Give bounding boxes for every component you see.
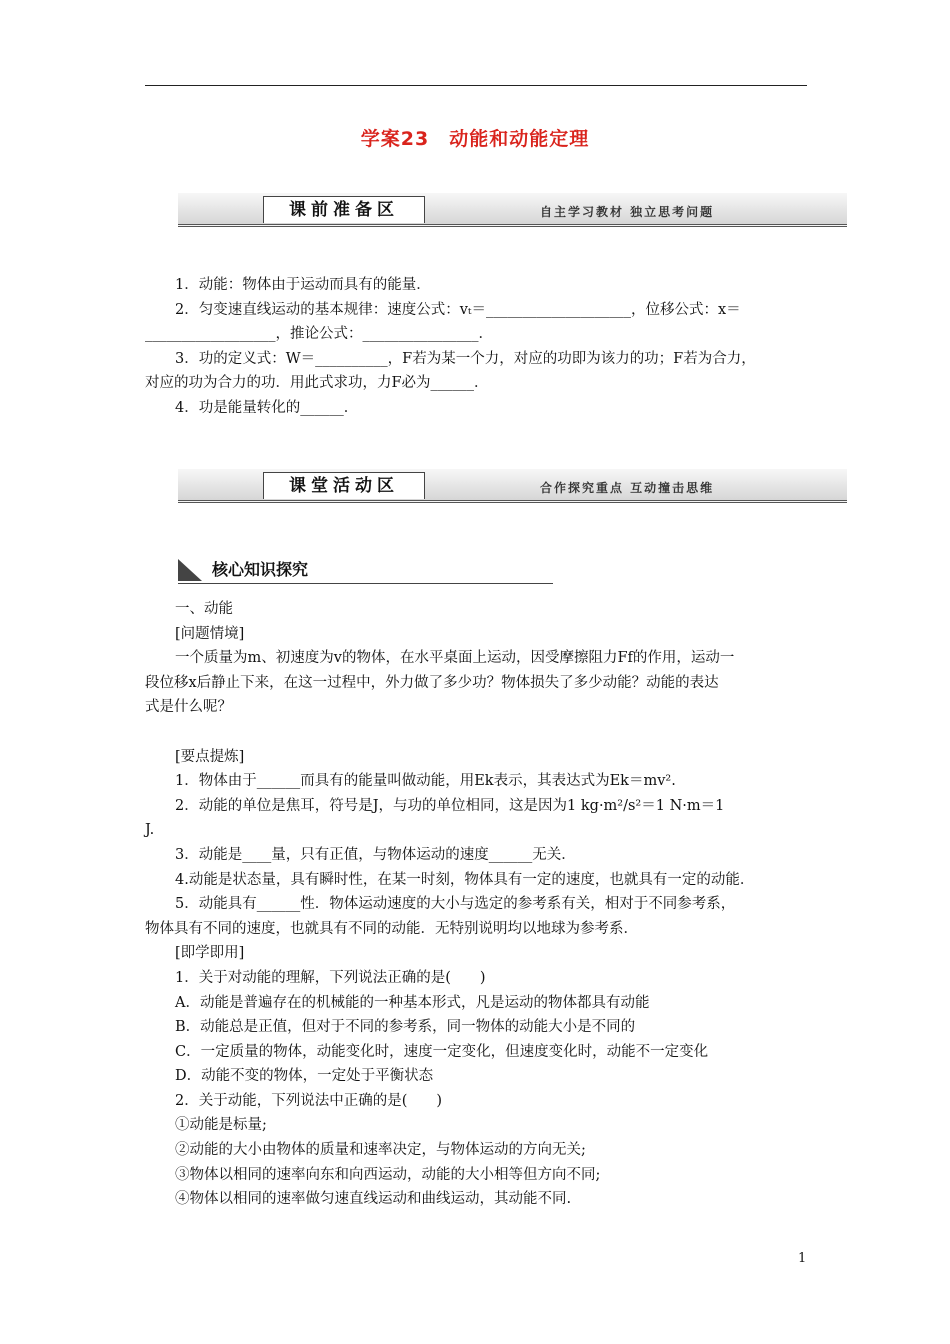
prep-line: 1．动能：物体由于运动而具有的能量． [175,277,431,293]
body-line [145,720,807,745]
section-bar-prep [178,193,847,229]
body-line: ②动能的大小由物体的质量和速率决定，与物体运动的方向无关; [175,1142,586,1159]
body-line: 式是什么呢？ [145,699,232,716]
body-line: 一个质量为m、初速度为v的物体，在水平桌面上运动，因受摩擦阻力Ff的作用，运动一 [175,650,735,667]
section-slogan: 自主学习教材 独立思考问题 [540,205,715,219]
triangle-marker-icon [178,559,202,581]
body-line: D．动能不变的物体，一定处于平衡状态 [175,1068,434,1085]
body-line: [即学即用] [175,945,245,962]
body-line: 3．动能是____量，只有正值，与物体运动的速度______无关． [175,846,576,863]
body-line: 2．关于动能，下列说法中正确的是( ) [175,1092,443,1109]
prep-line: 3．功的定义式：W＝__________，F若为某一个力，对应的功即为该力的功；F若为合力， [175,350,756,367]
knowledge-heading [178,557,553,584]
knowledge-heading-label: 核心知识探究 [212,560,309,579]
prep-line: 4．功是能量转化的______． [175,399,359,416]
body-line: 段位移x后静止下来，在这一过程中，外力做了多少功？物体损失了多少动能？动能的表达 [145,674,719,691]
body-line: ③物体以相同的速率向东和向西运动，动能的大小相等但方向不同; [175,1166,601,1183]
section-slogan: 合作探究重点 互动撞击思维 [540,481,715,495]
body-line: C．一定质量的物体，动能变化时，速度一定变化，但速度变化时，动能不一定变化 [175,1043,709,1060]
section-tab-label: 课前准备区 [263,196,425,223]
body-line: ①动能是标量; [175,1117,267,1134]
main-content [145,597,807,1212]
section-tab-label: 课堂活动区 [263,472,425,499]
prep-content [145,273,807,421]
body-line: A．动能是普遍存在的机械能的一种基本形式，凡是运动的物体都具有动能 [175,994,650,1011]
section-bar-classroom [178,469,847,505]
body-line: 1．物体由于______而具有的能量叫做动能，用Ek表示，其表达式为Ek＝mv². [175,773,676,790]
body-line: B．动能总是正值，但对于不同的参考系，同一物体的动能大小是不同的 [175,1019,636,1036]
page-title: 学案23 动能和动能定理 [360,128,590,150]
prep-line: 2．匀变速直线运动的基本规律：速度公式：vₜ＝____________________，位移公式：x＝ [175,301,741,318]
body-line: 1．关于对动能的理解，下列说法正确的是( ) [175,969,486,986]
body-line: ④物体以相同的速率做匀速直线运动和曲线运动，其动能不同. [175,1191,572,1208]
body-line: [问题情境] [175,625,245,642]
prep-line: __________________，推论公式：________________． [145,326,493,343]
body-line: 5．动能具有______性．物体运动速度的大小与选定的参考系有关，相对于不同参考系， [175,896,736,913]
body-line: 4.动能是状态量，具有瞬时性，在某一时刻，物体具有一定的速度，也就具有一定的动能． [175,871,755,888]
page-number: 1 [798,1251,807,1266]
body-line: [要点提炼] [175,748,245,765]
body-line: 物体具有不同的速度，也就具有不同的动能．无特别说明均以地球为参考系． [145,920,638,937]
body-line: 2．动能的单位是焦耳，符号是J，与功的单位相同，这是因为1 kg·m²/s²＝1 N·m＝1 [175,797,725,814]
body-line: 一、动能 [175,601,233,617]
prep-line: 对应的功为合力的功．用此式求功，力F必为______． [145,375,489,392]
body-line: J. [145,822,155,839]
header-rule [145,85,807,86]
